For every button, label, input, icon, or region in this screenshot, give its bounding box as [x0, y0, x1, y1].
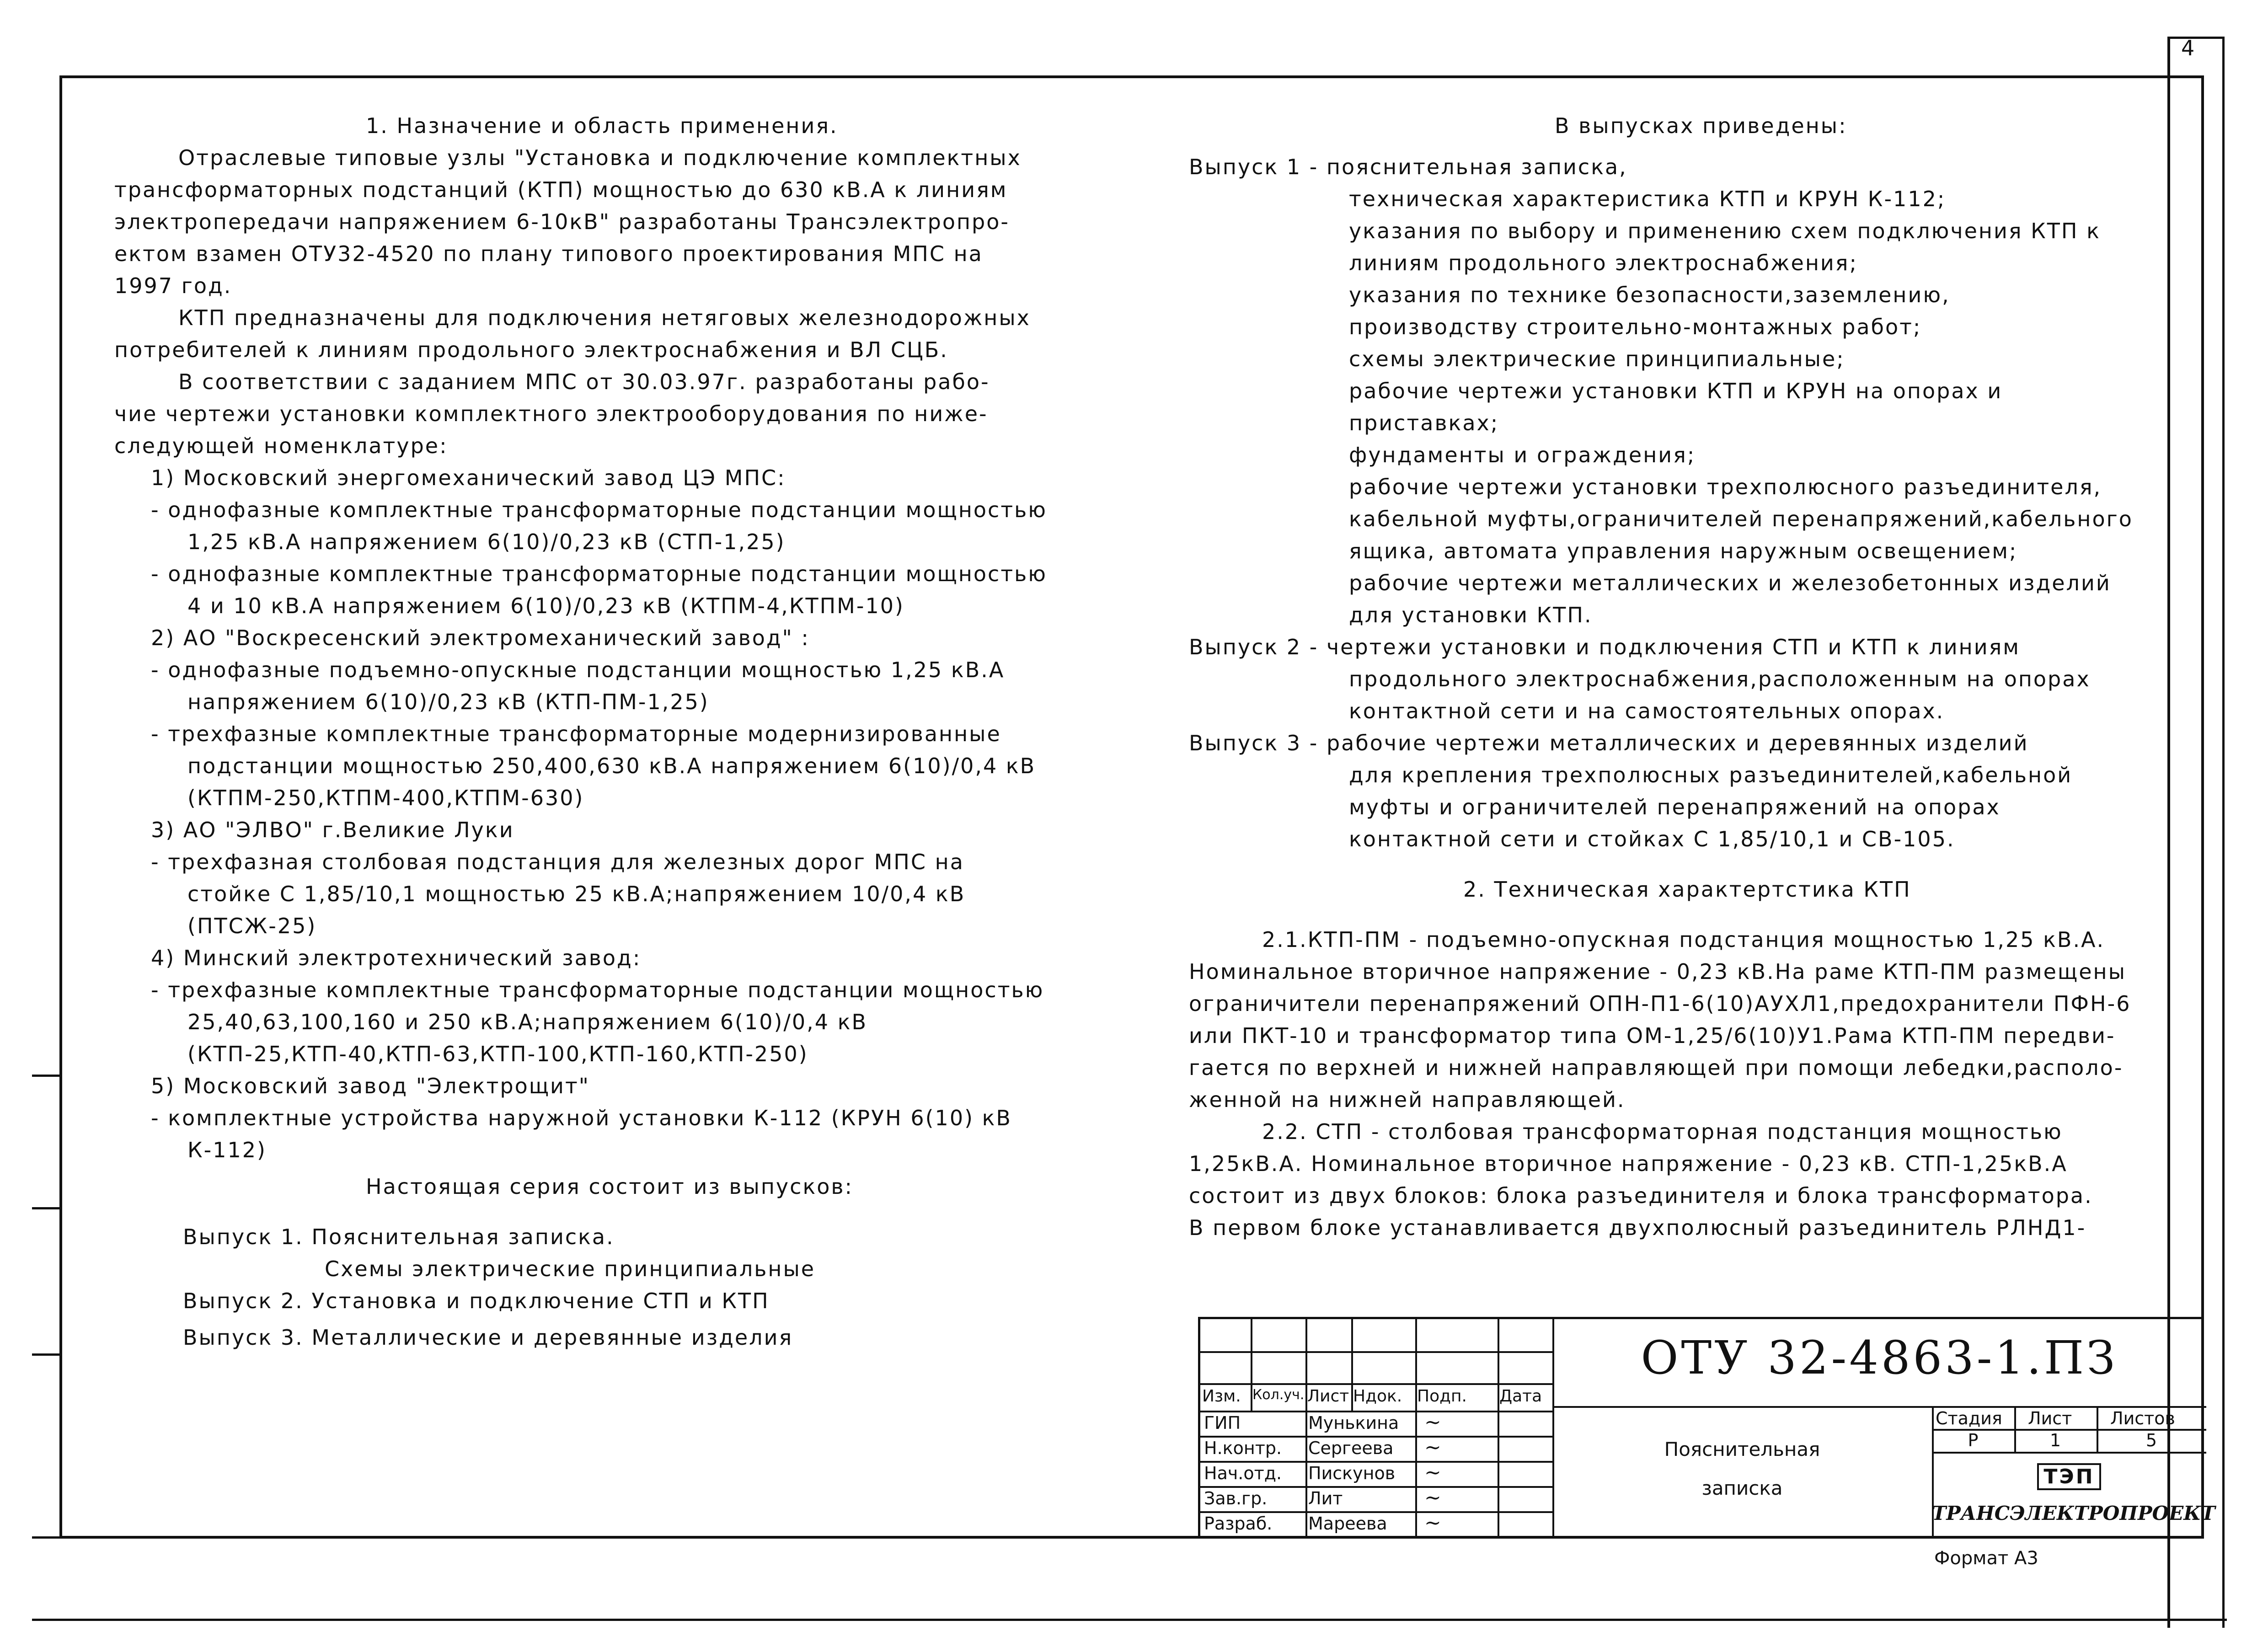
grid-line	[1200, 1461, 1552, 1463]
text-line: электропередачи напряжением 6-10кВ" разработаны Трансэлектропро-	[114, 209, 1010, 234]
stage-header: Стадия	[1936, 1408, 2002, 1428]
text-line: Отраслевые типовые узлы "Установка и подключение комплектных	[178, 145, 1022, 170]
grid-line	[1498, 1319, 1499, 1539]
text-line: техническая характеристика КТП и КРУН К-112;	[1349, 187, 1946, 211]
issue-line: Выпуск 1. Пояснительная записка.	[183, 1225, 615, 1249]
org-logo	[1932, 1463, 2206, 1490]
text-line: 5) Московский завод "Электрощит"	[151, 1074, 590, 1098]
org-name: ТРАНСЭЛЕКТРОПРОЕКТ	[1932, 1502, 2215, 1524]
header-list: Лист	[1307, 1387, 1349, 1406]
header-date: Дата	[1499, 1387, 1542, 1406]
text-line: указания по технике безопасности,заземлению,	[1349, 283, 1950, 307]
sheets-value: 5	[2145, 1430, 2157, 1450]
text-line: ограничители перенапряжений ОПН-П1-6(10)АУХЛ1,предохранители ПФН-6	[1189, 991, 2131, 1016]
name-nkontr: Сергеева	[1308, 1438, 1394, 1458]
text-line: 25,40,63,100,160 и 250 кВ.А;напряжением 6(10)/0,4 кВ	[187, 1010, 868, 1034]
doc-code: ОТУ 32-4863-1.ПЗ	[1641, 1331, 2118, 1385]
text-line: чие чертежи установки комплектного электрооборудования по ниже-	[114, 401, 988, 426]
binding-tick	[32, 1207, 59, 1209]
sheet-number: 4	[2181, 36, 2195, 60]
sheet-number-box-bottom	[2167, 37, 2225, 39]
text-line: - трехфазные комплектные трансформаторные модернизированные	[151, 722, 1001, 746]
text-line: (КТП-25,КТП-40,КТП-63,КТП-100,КТП-160,КТП-250)	[187, 1042, 808, 1066]
header-izm: Изм.	[1202, 1387, 1241, 1406]
text-line: Выпуск 1 - пояснительная записка,	[1189, 155, 1627, 179]
grid-line	[1200, 1351, 1552, 1353]
grid-line	[1932, 1452, 2206, 1454]
right-column	[1189, 110, 2172, 1244]
text-line: - однофазные комплектные трансформаторные подстанции мощностью	[151, 497, 1047, 522]
header-kol: Кол.уч.	[1252, 1387, 1305, 1403]
issues-title: В выпусках приведены:	[1555, 113, 1847, 138]
text-line: ящика, автомата управления наружным освещением;	[1349, 539, 2018, 563]
text-line: ектом взамен ОТУ32-4520 по плану типового проектирования МПС на	[114, 241, 983, 266]
left-column	[114, 110, 1166, 1353]
text-line: контактной сети и на самостоятельных опорах.	[1349, 699, 1945, 723]
text-line: 1997 год.	[114, 273, 232, 298]
text-line: (КТПМ-250,КТПМ-400,КТПМ-630)	[187, 786, 584, 810]
text-line: гается по верхней и нижней направляющей при помощи лебедки,располо-	[1189, 1055, 2124, 1080]
text-line: для крепления трехполюсных разъединителей,кабельной	[1349, 763, 2073, 787]
text-line: - однофазные подъемно-опускные подстанции мощностью 1,25 кВ.А	[151, 658, 1005, 682]
text-line: контактной сети и стойках С 1,85/10,1 и СВ-105.	[1349, 827, 1955, 851]
text-line: линиям продольного электроснабжения;	[1349, 251, 1858, 275]
text-line: производству строительно-монтажных работ;	[1349, 315, 1922, 339]
text-line: (ПТСЖ-25)	[187, 914, 317, 938]
role-nachotd: Нач.отд.	[1204, 1463, 1282, 1483]
text-line: Выпуск 3 - рабочие чертежи металлических и деревянных изделий	[1189, 731, 2029, 755]
text-line: 3) АО "ЭЛВО" г.Великие Луки	[151, 818, 514, 842]
grid-line	[1200, 1511, 1552, 1513]
section1-title: 1. Назначение и область применения.	[366, 113, 838, 138]
name-gip: Мунькина	[1308, 1413, 1399, 1433]
text-line: подстанции мощностью 250,400,630 кВ.А напряжением 6(10)/0,4 кВ	[187, 754, 1036, 778]
grid-line	[1200, 1383, 1552, 1385]
text-line: 1,25 кВ.А напряжением 6(10)/0,23 кВ (СТП-1,25)	[187, 529, 786, 554]
binding-tick	[32, 1536, 59, 1539]
text-line: В первом блоке устанавливается двухполюсный разъединитель РЛНД1-	[1189, 1215, 2086, 1240]
name-zavgr: Лит	[1308, 1488, 1343, 1508]
text-line: 1,25кВ.А. Номинальное вторичное напряжение - 0,23 кВ. СТП-1,25кВ.А	[1189, 1151, 2068, 1176]
text-line: 2.2. СТП - столбовая трансформаторная подстанция мощностью	[1262, 1119, 2063, 1144]
text-line: или ПКТ-10 и трансформатор типа ОМ-1,25/6(10)У1.Рама КТП-ПМ передви-	[1189, 1023, 2116, 1048]
binding-tick	[32, 1353, 59, 1356]
text-line: - трехфазные комплектные трансформаторные подстанции мощностью	[151, 978, 1044, 1002]
role-razrab: Разраб.	[1204, 1513, 1273, 1534]
role-zavgr: Зав.гр.	[1204, 1488, 1268, 1508]
series-title: Настоящая серия состоит из выпусков:	[366, 1174, 853, 1199]
grid-line	[1552, 1406, 2206, 1408]
text-line: - однофазные комплектные трансформаторные подстанции мощностью	[151, 561, 1047, 586]
text-line: 1) Московский энергомеханический завод ЦЭ МПС:	[151, 465, 786, 490]
text-line: приставках;	[1349, 411, 1499, 435]
name-razrab: Мареева	[1308, 1513, 1387, 1534]
text-line: фундаменты и ограждения;	[1349, 443, 1696, 467]
text-line: схемы электрические принципиальные;	[1349, 347, 1845, 371]
signature-razrab: ~	[1424, 1511, 1441, 1535]
text-line: женной на нижней направляющей.	[1189, 1087, 1626, 1112]
grid-line	[1415, 1319, 1417, 1539]
text-line: напряжением 6(10)/0,23 кВ (КТП-ПМ-1,25)	[187, 690, 709, 714]
text-line: для установки КТП.	[1349, 603, 1593, 627]
far-right-border	[2222, 37, 2225, 1628]
grid-line	[1200, 1436, 1552, 1438]
text-line: - комплектные устройства наружной установки К-112 (КРУН 6(10) кВ	[151, 1106, 1012, 1130]
text-line: Номинальное вторичное напряжение - 0,23 кВ.На раме КТП-ПМ размещены	[1189, 959, 2126, 984]
text-line: продольного электроснабжения,расположенным на опорах	[1349, 667, 2091, 691]
text-line: стойке С 1,85/10,1 мощностью 25 кВ.А;напряжением 10/0,4 кВ	[187, 882, 966, 906]
doc-name-line2: записка	[1701, 1477, 1783, 1499]
text-line: 2) АО "Воскресенский электромеханический завод" :	[151, 626, 810, 650]
text-line: Выпуск 2 - чертежи установки и подключения СТП и КТП к линиям	[1189, 635, 2020, 659]
bottom-outer-border	[32, 1619, 2227, 1621]
section2-title: 2. Техническая характертстика КТП	[1463, 877, 1911, 902]
stage-value: Р	[1968, 1430, 1979, 1450]
text-line: КТП предназначены для подключения нетяговых железнодорожных	[178, 305, 1031, 330]
sheet-header: Лист	[2028, 1408, 2072, 1428]
text-line: рабочие чертежи установки трехполюсного разъединителя,	[1349, 475, 2102, 499]
issue-line: Выпуск 3. Металлические и деревянные изделия	[183, 1325, 793, 1350]
text-line: состоит из двух блоков: блока разъединителя и блока трансформатора.	[1189, 1183, 2093, 1208]
text-line: трансформаторных подстанций (КТП) мощностью до 630 кВ.А к линиям	[114, 177, 1008, 202]
text-line: рабочие чертежи металлических и железобетонных изделий	[1349, 571, 2111, 595]
issue-line: Выпуск 2. Установка и подключение СТП и КТП	[183, 1289, 770, 1313]
signature-gip: ~	[1424, 1411, 1441, 1434]
grid-line	[1200, 1486, 1552, 1488]
text-line: 4) Минский электротехнический завод:	[151, 946, 642, 970]
issue-line: Схемы электрические принципиальные	[325, 1257, 816, 1281]
text-line: кабельной муфты,ограничителей перенапряжений,кабельного	[1349, 507, 2133, 531]
role-gip: ГИП	[1204, 1413, 1241, 1433]
role-nkontr: Н.контр.	[1204, 1438, 1282, 1458]
text-line: потребителей к линиям продольного электроснабжения и ВЛ СЦБ.	[114, 337, 948, 362]
text-line: К-112)	[187, 1138, 267, 1162]
signature-zavgr: ~	[1424, 1486, 1441, 1509]
sheets-header: Листов	[2110, 1408, 2175, 1428]
text-line: 2.1.КТП-ПМ - подъемно-опускная подстанция мощностью 1,25 кВ.А.	[1262, 927, 2105, 952]
name-nachotd: Пискунов	[1308, 1463, 1396, 1483]
signature-nachotd: ~	[1424, 1461, 1441, 1484]
binding-tick	[32, 1075, 59, 1077]
text-line: муфты и ограничителей перенапряжений на опорах	[1349, 795, 2001, 819]
text-line: указания по выбору и применению схем подключения КТП к	[1349, 219, 2101, 243]
header-podp: Подп.	[1417, 1387, 1467, 1406]
text-line: - трехфазная столбовая подстанция для железных дорог МПС на	[151, 850, 964, 874]
header-ndok: Ндок.	[1353, 1387, 1402, 1406]
doc-name-line1: Пояснительная	[1664, 1438, 1820, 1460]
format-label: Формат А3	[1934, 1548, 2038, 1569]
grid-line	[1305, 1319, 1307, 1539]
org-logo-mark: ТЭП	[2037, 1463, 2101, 1490]
sheet-value: 1	[2049, 1430, 2061, 1450]
text-line: рабочие чертежи установки КТП и КРУН на опорах и	[1349, 379, 2003, 403]
text-line: 4 и 10 кВ.А напряжением 6(10)/0,23 кВ (КТПМ-4,КТПМ-10)	[187, 594, 904, 618]
grid-line	[1200, 1411, 1552, 1412]
text-line: следующей номенклатуре:	[114, 433, 448, 458]
title-block	[1198, 1317, 2215, 1539]
signature-nkontr: ~	[1424, 1436, 1441, 1459]
text-line: В соответствии с заданием МПС от 30.03.97г. разработаны рабо-	[178, 369, 990, 394]
